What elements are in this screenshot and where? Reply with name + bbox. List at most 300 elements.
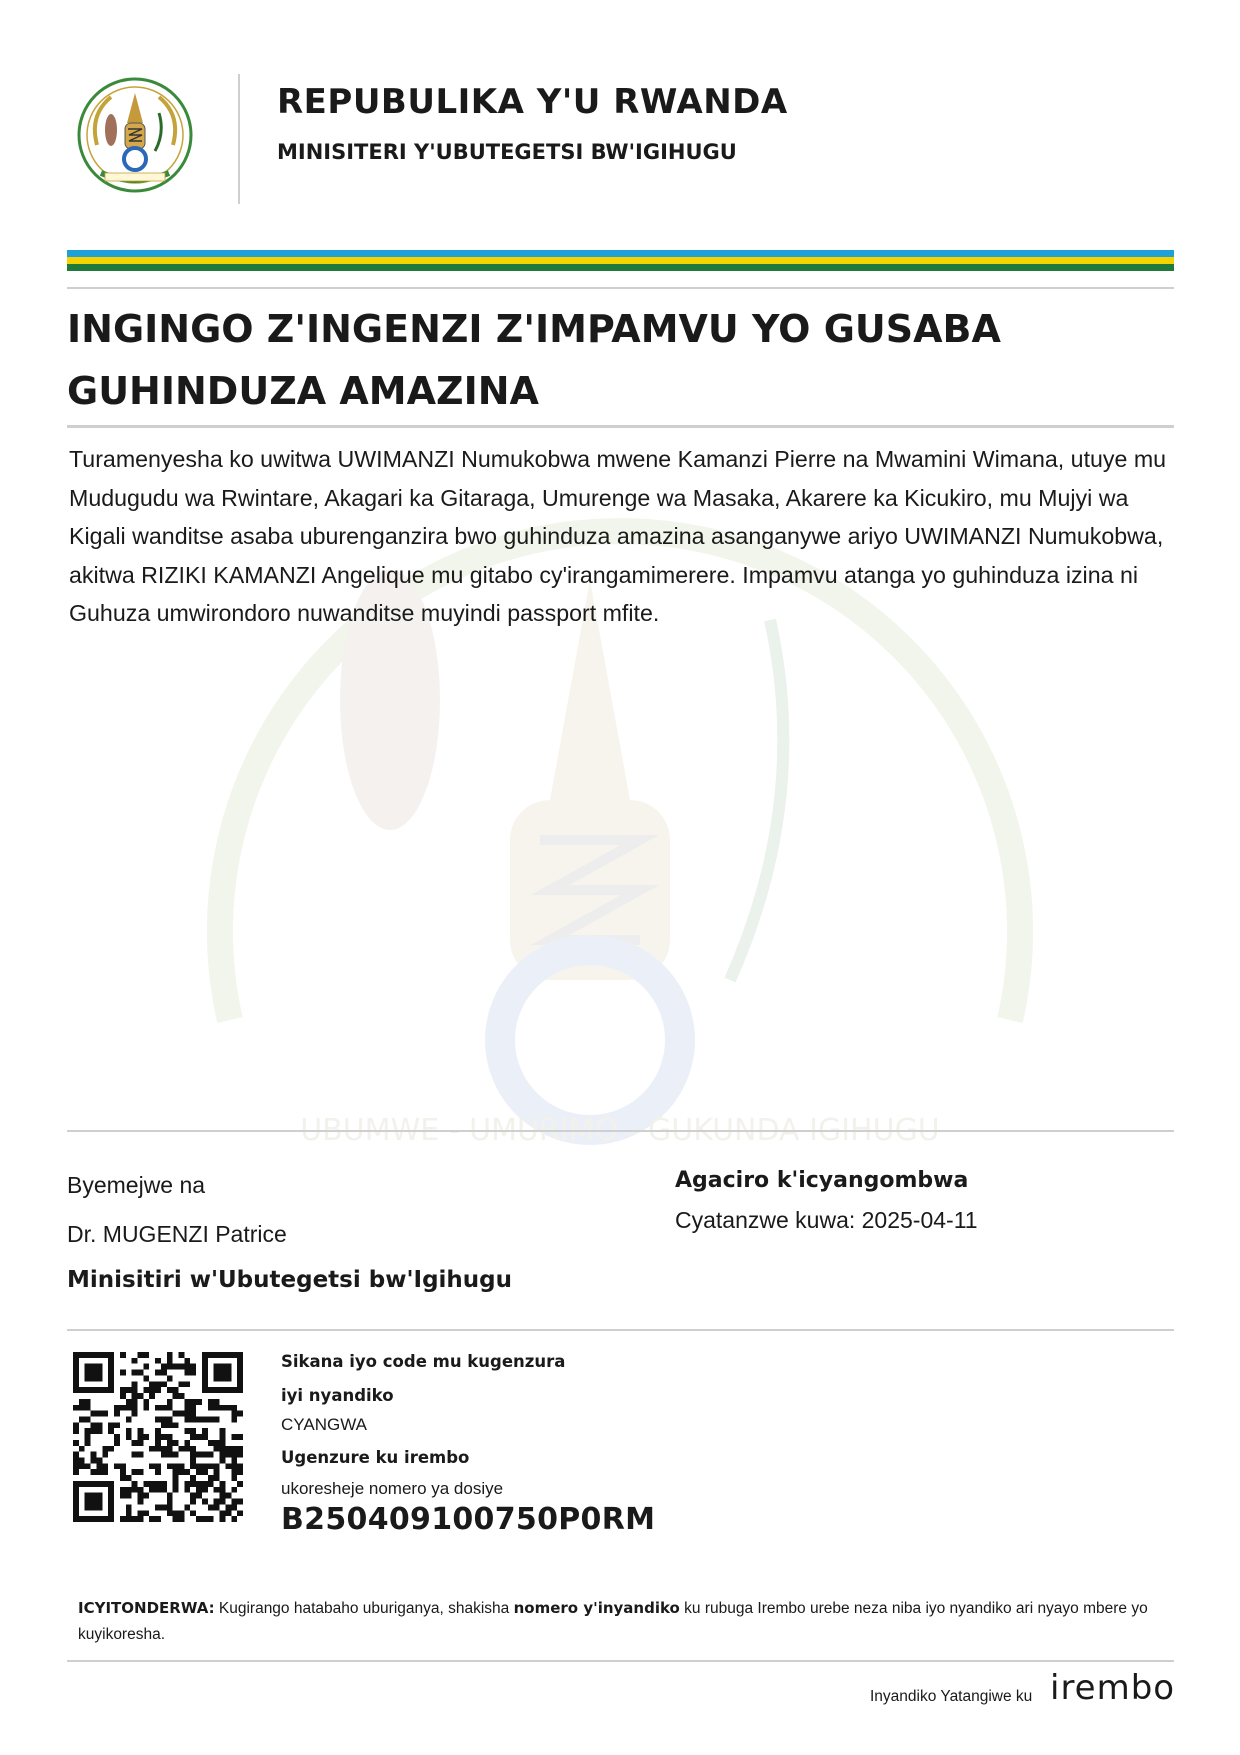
flag-stripe (67, 250, 1174, 271)
qr-module (155, 1440, 161, 1446)
qr-module (190, 1499, 196, 1505)
qr-module (108, 1381, 114, 1387)
qr-module (108, 1499, 114, 1505)
qr-module (73, 1405, 79, 1411)
qr-module (225, 1493, 231, 1499)
qr-module (220, 1446, 226, 1452)
qr-module (108, 1352, 114, 1358)
qr-module (167, 1499, 173, 1505)
qr-module (143, 1375, 149, 1381)
qr-module (184, 1504, 190, 1510)
qr-module (184, 1381, 190, 1387)
qr-module (149, 1381, 155, 1387)
qr-module (179, 1516, 185, 1522)
qr-module (102, 1352, 108, 1358)
qr-module (85, 1352, 91, 1358)
qr-module (85, 1516, 91, 1522)
qr-module (220, 1387, 226, 1393)
qr-module (167, 1364, 173, 1370)
qr-module (190, 1428, 196, 1434)
qr-module (155, 1387, 161, 1393)
qr-module (137, 1440, 143, 1446)
qr-module (237, 1452, 243, 1458)
qr-module (132, 1358, 138, 1364)
qr-module (96, 1422, 102, 1428)
qr-module (96, 1516, 102, 1522)
qr-module (120, 1487, 126, 1493)
qr-module (120, 1493, 126, 1499)
qr-module (132, 1381, 138, 1387)
qr-module (132, 1481, 138, 1487)
qr-module (184, 1469, 190, 1475)
qr-module (126, 1399, 132, 1405)
qr-module (202, 1428, 208, 1434)
qr-module (96, 1504, 102, 1510)
qr-module (91, 1481, 97, 1487)
qr-module (196, 1463, 202, 1469)
qr-module (231, 1463, 237, 1469)
qr-module (190, 1446, 196, 1452)
qr-module (155, 1463, 161, 1469)
header-divider (238, 74, 240, 204)
qr-module (225, 1504, 231, 1510)
qr-module (208, 1416, 214, 1422)
qr-module (220, 1375, 226, 1381)
qr-module (120, 1475, 126, 1481)
qr-module (179, 1446, 185, 1452)
qr-module (108, 1481, 114, 1487)
qr-module (126, 1428, 132, 1434)
qr-module (143, 1434, 149, 1440)
qr-module (91, 1370, 97, 1376)
qr-module (202, 1375, 208, 1381)
qr-module (120, 1463, 126, 1469)
qr-module (102, 1481, 108, 1487)
qr-module (225, 1463, 231, 1469)
approved-by-label: Byemejwe na (67, 1172, 206, 1198)
qr-module (173, 1469, 179, 1475)
qr-module (167, 1358, 173, 1364)
qr-module (155, 1446, 161, 1452)
qr-module (202, 1364, 208, 1370)
qr-module (91, 1458, 97, 1464)
qr-module (220, 1481, 226, 1487)
qr-module (85, 1405, 91, 1411)
qr-module (167, 1463, 173, 1469)
qr-module (73, 1352, 79, 1358)
qr-module (91, 1452, 97, 1458)
qr-module (220, 1452, 226, 1458)
qr-module (85, 1399, 91, 1405)
qr-module (73, 1463, 79, 1469)
qr-module (231, 1434, 237, 1440)
qr-module (73, 1364, 79, 1370)
qr-module (126, 1416, 132, 1422)
qr-module (137, 1434, 143, 1440)
qr-module (167, 1399, 173, 1405)
qr-module (231, 1469, 237, 1475)
qr-module (85, 1481, 91, 1487)
qr-module (85, 1387, 91, 1393)
qr-module (85, 1440, 91, 1446)
qr-module (155, 1370, 161, 1376)
qr-module (73, 1469, 79, 1475)
qr-module (237, 1499, 243, 1505)
qr-module (73, 1452, 79, 1458)
qr-module (173, 1487, 179, 1493)
qr-module (155, 1469, 161, 1475)
qr-module (85, 1493, 91, 1499)
qr-module (79, 1516, 85, 1522)
qr-module (231, 1487, 237, 1493)
qr-module (190, 1370, 196, 1376)
qr-module (126, 1475, 132, 1481)
qr-module (143, 1481, 149, 1487)
qr-module (173, 1422, 179, 1428)
qr-module (214, 1405, 220, 1411)
qr-module (73, 1440, 79, 1446)
qr-module (214, 1399, 220, 1405)
qr-module (102, 1452, 108, 1458)
qr-module (85, 1504, 91, 1510)
qr-module (214, 1364, 220, 1370)
qr-module (190, 1475, 196, 1481)
qr-module (202, 1487, 208, 1493)
qr-module (190, 1416, 196, 1422)
qr-module (231, 1352, 237, 1358)
qr-module (179, 1463, 185, 1469)
qr-module (167, 1510, 173, 1516)
qr-module (202, 1463, 208, 1469)
qr-module (114, 1422, 120, 1428)
qr-module (96, 1481, 102, 1487)
qr-module (108, 1516, 114, 1522)
qr-module (220, 1516, 226, 1522)
ministry-name: MINISITERI Y'UBUTEGETSI BW'IGIHUGU (277, 140, 737, 164)
qr-module (237, 1510, 243, 1516)
qr-module (196, 1469, 202, 1475)
qr-module (190, 1405, 196, 1411)
watermark-motto: UBUMWE - UMURIMO - GUKUNDA IGIHUGU (300, 1113, 940, 1148)
qr-module (114, 1440, 120, 1446)
qr-module (149, 1516, 155, 1522)
qr-module (173, 1393, 179, 1399)
qr-module (202, 1370, 208, 1376)
qr-module (149, 1463, 155, 1469)
qr-module (79, 1399, 85, 1405)
qr-module (143, 1399, 149, 1405)
file-number: B250409100750P0RM (281, 1502, 656, 1537)
qr-module (196, 1493, 202, 1499)
qr-module (155, 1416, 161, 1422)
qr-module (231, 1411, 237, 1417)
qr-module (114, 1405, 120, 1411)
qr-module (96, 1352, 102, 1358)
qr-module (173, 1463, 179, 1469)
qr-module (167, 1416, 173, 1422)
qr-module (73, 1381, 79, 1387)
qr-module (120, 1469, 126, 1475)
qr-module (161, 1504, 167, 1510)
qr-module (108, 1422, 114, 1428)
qr-module (208, 1475, 214, 1481)
qr-module (214, 1499, 220, 1505)
qr-module (190, 1510, 196, 1516)
qr-module (143, 1387, 149, 1393)
qr-module (85, 1416, 91, 1422)
qr-module (132, 1399, 138, 1405)
qr-module (161, 1364, 167, 1370)
qr-module (143, 1352, 149, 1358)
qr-module (85, 1370, 91, 1376)
qr-module (114, 1463, 120, 1469)
qr-module (202, 1469, 208, 1475)
qr-module (220, 1458, 226, 1464)
qr-module (184, 1428, 190, 1434)
qr-module (179, 1510, 185, 1516)
qr-module (161, 1481, 167, 1487)
qr-module (231, 1499, 237, 1505)
qr-module (220, 1370, 226, 1376)
qr-module (161, 1370, 167, 1376)
qr-module (196, 1434, 202, 1440)
verify-irembo-instruction: Ugenzure ku irembo (281, 1448, 470, 1467)
qr-module (225, 1510, 231, 1516)
qr-module (91, 1428, 97, 1434)
qr-module (108, 1370, 114, 1376)
qr-module (96, 1370, 102, 1376)
qr-module (96, 1463, 102, 1469)
qr-module (184, 1446, 190, 1452)
qr-module (202, 1452, 208, 1458)
qr-module (108, 1358, 114, 1364)
warning-note (78, 1595, 1158, 1648)
qr-module (126, 1487, 132, 1493)
qr-module (208, 1440, 214, 1446)
qr-module (214, 1446, 220, 1452)
qr-module (167, 1440, 173, 1446)
qr-module (108, 1364, 114, 1370)
qr-code[interactable] (73, 1352, 243, 1522)
verify-file-number-label: ukoresheje nomero ya dosiye (281, 1479, 504, 1498)
warning-text-end: ku rubuga Irembo urebe neza niba iyo nyandiko ari nyayo mbere yo kuyikoresha. (78, 1600, 1148, 1643)
qr-module (184, 1405, 190, 1411)
qr-module (126, 1510, 132, 1516)
verify-or-label: CYANGWA (281, 1415, 367, 1434)
qr-module (120, 1393, 126, 1399)
qr-module (102, 1463, 108, 1469)
verification-top-rule (67, 1329, 1174, 1331)
qr-module (190, 1463, 196, 1469)
qr-module (184, 1481, 190, 1487)
qr-module (126, 1434, 132, 1440)
qr-module (143, 1405, 149, 1411)
qr-module (231, 1475, 237, 1481)
qr-module (208, 1463, 214, 1469)
qr-module (91, 1469, 97, 1475)
qr-module (220, 1434, 226, 1440)
qr-module (120, 1387, 126, 1393)
qr-module (190, 1434, 196, 1440)
qr-module (196, 1481, 202, 1487)
qr-module (161, 1434, 167, 1440)
qr-module (173, 1516, 179, 1522)
qr-module (190, 1458, 196, 1464)
qr-module (161, 1446, 167, 1452)
qr-module (231, 1387, 237, 1393)
qr-module (225, 1364, 231, 1370)
qr-module (208, 1405, 214, 1411)
qr-module (73, 1493, 79, 1499)
qr-module (102, 1469, 108, 1475)
warning-label: ICYITONDERWA: (78, 1599, 215, 1617)
qr-module (132, 1487, 138, 1493)
qr-module (73, 1481, 79, 1487)
qr-module (155, 1381, 161, 1387)
qr-module (149, 1387, 155, 1393)
qr-module (202, 1499, 208, 1505)
verify-scan-instruction: Sikana iyo code mu kugenzura (281, 1352, 566, 1371)
qr-module (231, 1446, 237, 1452)
qr-module (85, 1428, 91, 1434)
qr-module (161, 1452, 167, 1458)
qr-module (202, 1481, 208, 1487)
qr-module (73, 1516, 79, 1522)
warning-emphasis: nomero y'inyandiko (513, 1599, 680, 1617)
qr-module (137, 1393, 143, 1399)
qr-module (231, 1458, 237, 1464)
qr-module (225, 1452, 231, 1458)
qr-module (237, 1387, 243, 1393)
qr-module (102, 1387, 108, 1393)
qr-module (173, 1387, 179, 1393)
qr-module (108, 1493, 114, 1499)
qr-module (79, 1405, 85, 1411)
qr-module (73, 1375, 79, 1381)
qr-module (173, 1452, 179, 1458)
qr-module (85, 1375, 91, 1381)
qr-module (225, 1387, 231, 1393)
qr-module (79, 1352, 85, 1358)
qr-module (196, 1516, 202, 1522)
qr-module (137, 1516, 143, 1522)
qr-module (96, 1411, 102, 1417)
qr-module (237, 1352, 243, 1358)
qr-module (208, 1481, 214, 1487)
qr-module (202, 1381, 208, 1387)
qr-module (161, 1487, 167, 1493)
qr-module (167, 1405, 173, 1411)
qr-module (202, 1358, 208, 1364)
qr-module (167, 1387, 173, 1393)
qr-module (73, 1499, 79, 1505)
qr-module (220, 1405, 226, 1411)
qr-module (214, 1469, 220, 1475)
qr-module (79, 1387, 85, 1393)
qr-module (202, 1516, 208, 1522)
qr-module (184, 1416, 190, 1422)
qr-module (167, 1493, 173, 1499)
qr-module (220, 1364, 226, 1370)
qr-module (132, 1393, 138, 1399)
issued-by-label: Inyandiko Yatangiwe ku (870, 1688, 1033, 1705)
qr-module (161, 1422, 167, 1428)
qr-module (173, 1475, 179, 1481)
qr-module (196, 1399, 202, 1405)
qr-module (79, 1481, 85, 1487)
qr-module (85, 1499, 91, 1505)
qr-module (155, 1516, 161, 1522)
qr-module (96, 1364, 102, 1370)
qr-module (149, 1481, 155, 1487)
qr-module (196, 1416, 202, 1422)
qr-module (96, 1387, 102, 1393)
qr-module (179, 1364, 185, 1370)
rwanda-coat-of-arms (75, 75, 195, 195)
qr-module (114, 1411, 120, 1417)
qr-module (237, 1446, 243, 1452)
qr-module (184, 1364, 190, 1370)
qr-module (120, 1516, 126, 1522)
flag-green-stripe (67, 264, 1174, 271)
qr-module (126, 1387, 132, 1393)
qr-module (173, 1364, 179, 1370)
qr-module (202, 1416, 208, 1422)
qr-module (214, 1375, 220, 1381)
qr-module (214, 1440, 220, 1446)
qr-module (202, 1434, 208, 1440)
qr-module (225, 1370, 231, 1376)
qr-module (208, 1516, 214, 1522)
qr-module (132, 1516, 138, 1522)
qr-module (220, 1352, 226, 1358)
qr-module (237, 1481, 243, 1487)
qr-module (161, 1381, 167, 1387)
title-bottom-rule (67, 425, 1174, 428)
qr-module (96, 1499, 102, 1505)
qr-module (137, 1352, 143, 1358)
qr-module (155, 1358, 161, 1364)
document-body: Turamenyesha ko uwitwa UWIMANZI Numukobwa mwene Kamanzi Pierre na Mwamini Wimana, utuye mu Mudugudu wa Rwintare, Akagari ka Gitaraga, Umurenge wa Masaka, Akarere ka Kicukiro, mu Mujyi wa Kigali wanditse asaba uburenganzira bwo guhinduza amazina asanganywe ariyo UWIMANZI Numukobwa, akitwa RIZIKI KAMANZI Angelique mu gitabo cy'irangamimerere. Impamvu atanga yo guhinduza izina ni Guhuza umwirondoro nuwanditse muyindi passport mfite. (69, 446, 1167, 626)
qr-module (137, 1499, 143, 1505)
qr-module (220, 1487, 226, 1493)
qr-module (108, 1487, 114, 1493)
qr-module (179, 1469, 185, 1475)
qr-module (161, 1405, 167, 1411)
qr-module (225, 1352, 231, 1358)
qr-module (73, 1510, 79, 1516)
qr-module (184, 1440, 190, 1446)
qr-module (91, 1375, 97, 1381)
qr-module (167, 1375, 173, 1381)
footer-rule (67, 1660, 1174, 1662)
qr-module (96, 1375, 102, 1381)
qr-module (214, 1463, 220, 1469)
qr-module (73, 1358, 79, 1364)
qr-module (179, 1393, 185, 1399)
qr-module (237, 1469, 243, 1475)
qr-module (91, 1387, 97, 1393)
verify-scan-instruction-cont: iyi nyandiko (281, 1386, 394, 1405)
issued-date: Cyatanzwe kuwa: 2025-04-11 (675, 1207, 978, 1233)
qr-module (231, 1405, 237, 1411)
qr-module (102, 1446, 108, 1452)
qr-module (214, 1387, 220, 1393)
qr-module (167, 1452, 173, 1458)
qr-module (91, 1352, 97, 1358)
qr-module (190, 1411, 196, 1417)
qr-module (132, 1405, 138, 1411)
